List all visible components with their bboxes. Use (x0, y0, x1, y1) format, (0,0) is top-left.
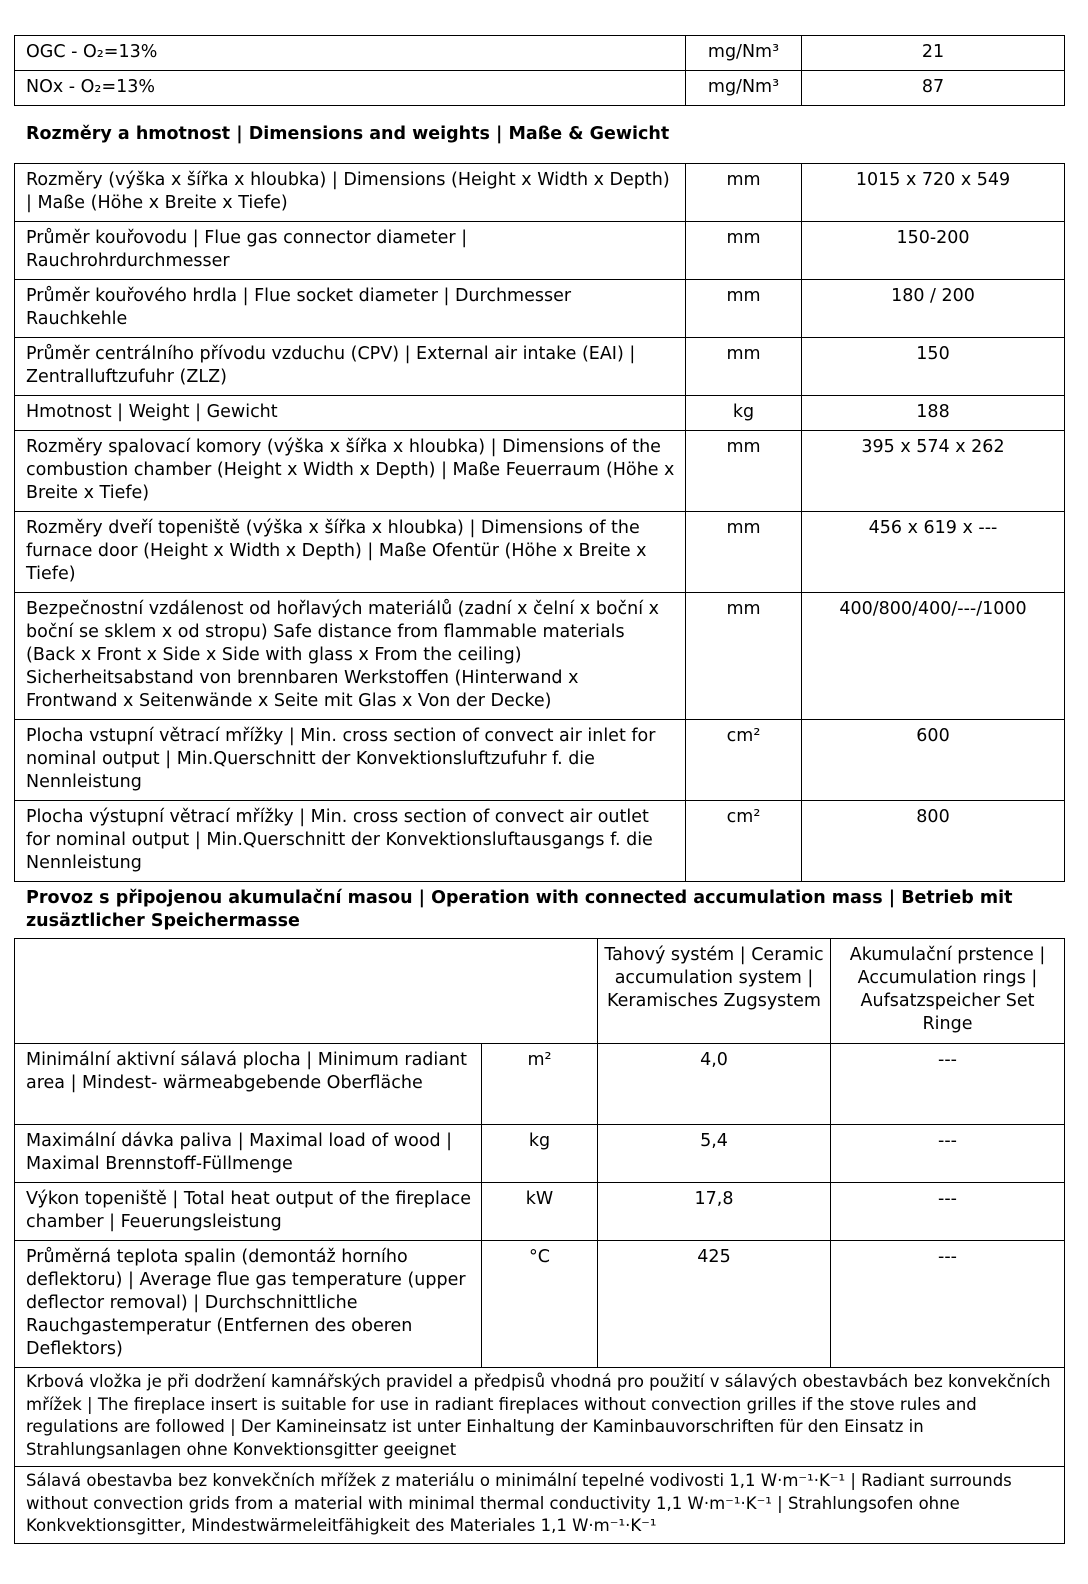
row-value: 87 (802, 71, 1065, 106)
table-row (15, 1241, 1065, 1368)
note-row (15, 1467, 1065, 1544)
table-row (15, 36, 1065, 71)
emissions-table (14, 35, 1065, 106)
row-unit: kW (482, 1183, 598, 1241)
row-value-rings: --- (831, 1044, 1065, 1125)
row-label: Rozměry (výška x šířka x hloubka) | Dimensions (Height x Width x Depth) | Maße (Höhe x Breite x Tiefe) (15, 164, 686, 222)
row-unit: mm (686, 280, 802, 338)
row-unit: kg (482, 1125, 598, 1183)
row-label: NOx - O₂=13% (15, 71, 686, 106)
table-row (15, 801, 1065, 882)
row-unit: mg/Nm³ (686, 36, 802, 71)
row-unit: mm (686, 222, 802, 280)
row-unit: cm² (686, 720, 802, 801)
row-label: Průměr kouřového hrdla | Flue socket diameter | Durchmesser Rauchkehle (15, 280, 686, 338)
table-row (15, 1125, 1065, 1183)
row-label: Plocha vstupní větrací mřížky | Min. cross section of convect air inlet for nominal output | Min.Querschnitt der Konvektionsluftzufuhr f. die Nennleistung (15, 720, 686, 801)
row-label: Průměrná teplota spalin (demontáž horního deflektoru) | Average flue gas temperature (upper deflector removal) | Durchschnittliche Rauchgastemperatur (Entfernen des oberen Deflektors) (15, 1241, 482, 1368)
row-value: 150 (802, 338, 1065, 396)
row-value: 1015 x 720 x 549 (802, 164, 1065, 222)
row-value: 400/800/400/---/1000 (802, 593, 1065, 720)
row-label: Bezpečnostní vzdálenost od hořlavých materiálů (zadní x čelní x boční x boční se sklem x od stropu) Safe distance from flammable materials (Back x Front x Side x Side with glass x From the ceiling) Sicherheitsabstand von brennbaren Werkstoffen (Hinterwand x Frontwand x Seitenwände x Seite mit Glas x Von der Decke) (15, 593, 686, 720)
col-header-ceramic: Tahový systém | Ceramic accumulation system | Keramisches Zugsystem (598, 939, 831, 1044)
row-label: Minimální aktivní sálavá plocha | Minimum radiant area | Mindest- wärmeabgebende Oberfläche (15, 1044, 482, 1125)
note-radiant-suitability: Krbová vložka je při dodržení kamnářských pravidel a předpisů vhodná pro použití v sálavých obestavbách bez konvekčních mřížek | The fireplace insert is suitable for use in radiant fireplaces without convection grilles if the stove rules and regulations are followed | Der Kamineinsatz ist unter Einhaltung der Kaminbauvorschriften für den Einsatz in Strahlungsanlagen ohne Konvektionsgitter geeignet (15, 1368, 1065, 1467)
row-label: Maximální dávka paliva | Maximal load of wood | Maximal Brennstoff-Füllmenge (15, 1125, 482, 1183)
row-unit: mm (686, 593, 802, 720)
row-label: OGC - O₂=13% (15, 36, 686, 71)
row-value: 188 (802, 396, 1065, 431)
row-unit: kg (686, 396, 802, 431)
table-row (15, 71, 1065, 106)
row-value-rings: --- (831, 1183, 1065, 1241)
row-label: Průměr centrálního přívodu vzduchu (CPV) | External air intake (EAI) | Zentralluftzufuhr (ZLZ) (15, 338, 686, 396)
row-label: Výkon topeniště | Total heat output of the fireplace chamber | Feuerungsleistung (15, 1183, 482, 1241)
row-unit: mm (686, 164, 802, 222)
section-heading-accumulation: Provoz s připojenou akumulační masou | Operation with connected accumulation mass | Betrieb mit zusäztlicher Speichermasse (26, 888, 1013, 931)
table-row (15, 396, 1065, 431)
table-row (15, 593, 1065, 720)
section-heading-dimensions: Rozměry a hmotnost | Dimensions and weights | Maße & Gewicht (26, 124, 670, 144)
table-row (15, 1183, 1065, 1241)
row-unit: m² (482, 1044, 598, 1125)
table-row (15, 720, 1065, 801)
row-value: 21 (802, 36, 1065, 71)
row-value: 800 (802, 801, 1065, 882)
row-unit: mm (686, 431, 802, 512)
row-label: Plocha výstupní větrací mřížky | Min. cross section of convect air outlet for nominal output | Min.Querschnitt der Konvektionsluftausgangs f. die Nennleistung (15, 801, 686, 882)
row-value-ceramic: 17,8 (598, 1183, 831, 1241)
row-unit: mg/Nm³ (686, 71, 802, 106)
empty-header-cell (15, 939, 598, 1044)
row-unit: mm (686, 512, 802, 593)
table-row (15, 431, 1065, 512)
dimensions-table (14, 163, 1065, 882)
row-unit: °C (482, 1241, 598, 1368)
table-row (15, 222, 1065, 280)
table-row (15, 1044, 1065, 1125)
table-row (15, 280, 1065, 338)
row-value-rings: --- (831, 1241, 1065, 1368)
row-label: Průměr kouřovodu | Flue gas connector diameter | Rauchrohrdurchmesser (15, 222, 686, 280)
row-value-ceramic: 5,4 (598, 1125, 831, 1183)
table-row (15, 164, 1065, 222)
row-value: 395 x 574 x 262 (802, 431, 1065, 512)
note-thermal-conductivity: Sálavá obestavba bez konvekčních mřížek z materiálu o minimální tepelné vodivosti 1,1 W·m⁻¹·K⁻¹ | Radiant surrounds without convection grids from a material with minimal thermal conductivity 1,1 W·m⁻¹·K⁻¹ | Strahlungsofen ohne Konkvektionsgitter, Mindestwärmeleitfähigkeit des Materiales 1,1 W·m⁻¹·K⁻¹ (15, 1467, 1065, 1544)
table-header-row (15, 939, 1065, 1044)
row-value-ceramic: 425 (598, 1241, 831, 1368)
row-label: Hmotnost | Weight | Gewicht (15, 396, 686, 431)
row-unit: mm (686, 338, 802, 396)
note-row (15, 1368, 1065, 1467)
row-value: 600 (802, 720, 1065, 801)
row-value-rings: --- (831, 1125, 1065, 1183)
table-row (15, 338, 1065, 396)
row-value: 150-200 (802, 222, 1065, 280)
col-header-rings: Akumulační prstence | Accumulation rings | Aufsatzspeicher Set Ringe (831, 939, 1065, 1044)
row-unit: cm² (686, 801, 802, 882)
row-label: Rozměry spalovací komory (výška x šířka x hloubka) | Dimensions of the combustion chamber (Height x Width x Depth) | Maße Feuerraum (Höhe x Breite x Tiefe) (15, 431, 686, 512)
row-label: Rozměry dveří topeniště (výška x šířka x hloubka) | Dimensions of the furnace door (Height x Width x Depth) | Maße Ofentür (Höhe x Breite x Tiefe) (15, 512, 686, 593)
row-value: 456 x 619 x --- (802, 512, 1065, 593)
accumulation-table (14, 938, 1065, 1544)
row-value: 180 / 200 (802, 280, 1065, 338)
table-row (15, 512, 1065, 593)
row-value-ceramic: 4,0 (598, 1044, 831, 1125)
